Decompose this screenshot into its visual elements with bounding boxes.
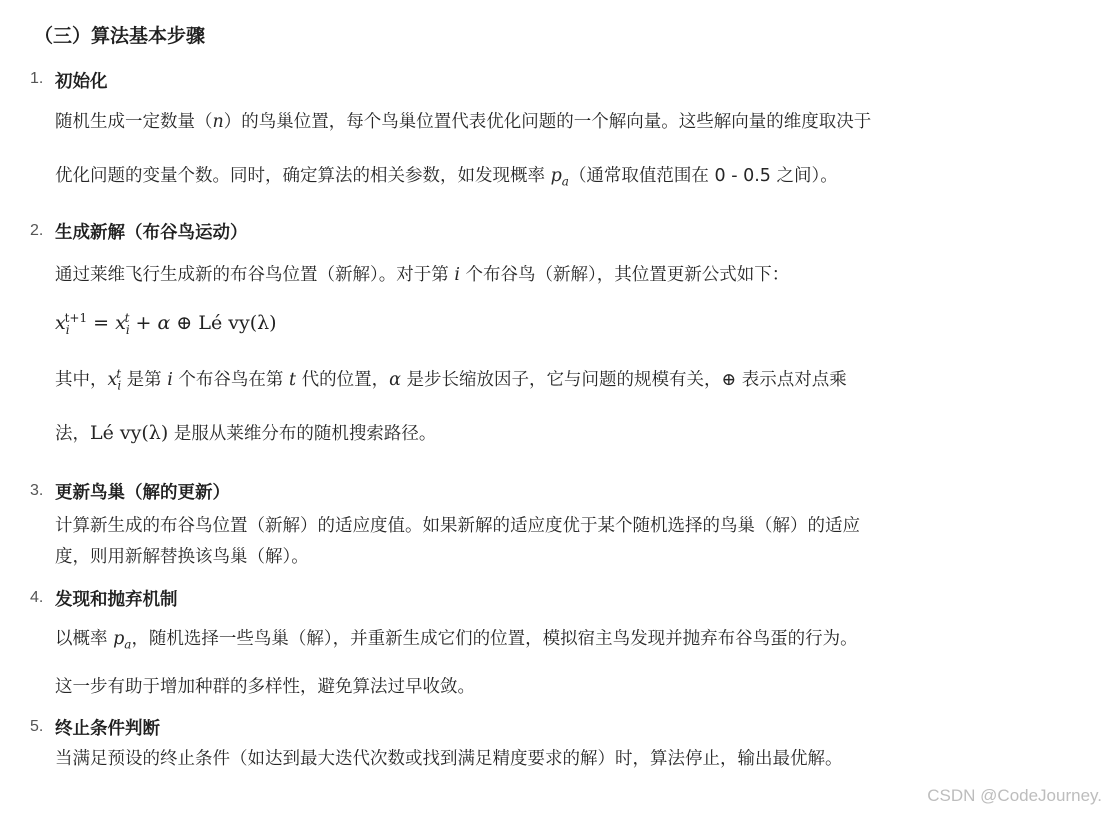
step-3-line-2: 度，则用新解替换该鸟巢（解）。 — [55, 547, 309, 567]
step-5-title: 终止条件判断 — [55, 719, 160, 739]
step-2-line-3: 其中，$x_i^t$ 是第 i 个布谷鸟在第 t 代的位置，α 是步长缩放因子，它与问题的规模有关，⊕ 表示点对点乘 — [55, 367, 847, 393]
step-2-title: 生成新解（布谷鸟运动） — [55, 223, 248, 243]
step-3-number: 3. — [30, 482, 44, 499]
step-1-number: 1. — [30, 70, 44, 87]
section-heading: （三）算法基本步骤 — [34, 25, 206, 47]
step-2-line-1: 通过莱维飞行生成新的布谷鸟位置（新解）。对于第 i 个布谷鸟（新解），其位置更新公式如下： — [55, 265, 790, 285]
step-4-title: 发现和抛弃机制 — [55, 590, 178, 610]
step-4-line-2: 这一步有助于增加种群的多样性，避免算法过早收敛。 — [55, 677, 475, 697]
step-3-title: 更新鸟巢（解的更新） — [55, 483, 230, 503]
position-update-formula: $x_i^{t+1} = x_i^t + \alpha$ ⊕ Lé vy(λ) — [55, 310, 277, 337]
step-1-line-1: 随机生成一定数量（n）的鸟巢位置，每个鸟巢位置代表优化问题的一个解向量。这些解向量的维度取决于 — [55, 112, 872, 132]
step-5-number: 5. — [30, 718, 44, 735]
step-4-line-1: 以概率 $p_a$，随机选择一些鸟巢（解），并重新生成它们的位置，模拟宿主鸟发现并抛弃布谷鸟蛋的行为。 — [55, 629, 858, 652]
step-2-line-4: 法，Lé vy(λ) 是服从莱维分布的随机搜索路径。 — [55, 422, 437, 444]
step-3-line-1: 计算新生成的布谷鸟位置（新解）的适应度值。如果新解的适应度优于某个随机选择的鸟巢（解）的适应 — [55, 516, 860, 536]
step-4-number: 4. — [30, 589, 44, 606]
csdn-watermark: CSDN @CodeJourney. — [927, 786, 1102, 805]
step-5-line-1: 当满足预设的终止条件（如达到最大迭代次数或找到满足精度要求的解）时，算法停止，输出最优解。 — [55, 749, 843, 769]
p-a-symbol: $p_a$ — [550, 166, 569, 189]
step-1-title: 初始化 — [55, 72, 108, 92]
step-1-line-2: 优化问题的变量个数。同时，确定算法的相关参数，如发现概率 $p_a$（通常取值范围在 0 - 0.5 之间）。 — [55, 166, 838, 189]
step-2-number: 2. — [30, 222, 44, 239]
